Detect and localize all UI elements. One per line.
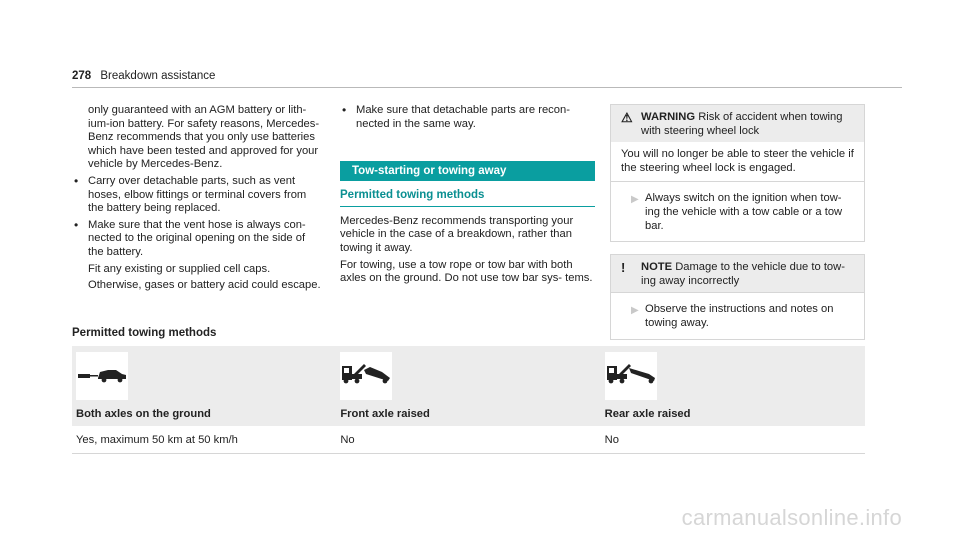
table-row — [72, 426, 865, 454]
bullet-carry-over-parts: • Carry over detachable parts, such as vent hoses, elbow fittings or terminal covers from the battery being replaced. — [72, 175, 322, 216]
page-number: 278 — [72, 70, 92, 82]
cell-front-axle-value: No — [336, 426, 600, 454]
note-box — [610, 254, 865, 339]
warning-header — [611, 105, 864, 142]
column-middle — [340, 104, 595, 289]
section-banner-towing: Tow-starting or towing away — [340, 161, 595, 181]
table-header-row — [72, 346, 865, 426]
header-front-axle-label: Front axle raised — [340, 408, 430, 420]
column-right — [610, 104, 865, 352]
tow-rope-text: For towing, use a tow rope or tow bar with both axles on the ground. Do not use tow bar sys- tems. — [340, 258, 593, 285]
column-left — [72, 104, 322, 296]
car-both-axles-icon — [76, 352, 128, 400]
warning-step — [611, 181, 864, 241]
step-arrow-icon: ▶ — [631, 194, 639, 206]
warning-step-text: Always switch on the ignition when tow- ing the vehicle with a tow cable or a tow bar. — [645, 192, 843, 232]
warning-title-wrap — [641, 111, 856, 138]
subheading-permitted-towing: Permitted towing methods — [340, 189, 595, 207]
transport-recommendation-text: Mercedes-Benz recommends transporting your vehicle in the case of a breakdown, rather than towing it away. — [340, 214, 574, 254]
battery-intro-text: only guaranteed with an AGM battery or lith- ium-ion battery. For safety reasons, Mercedes-Benz recommends that you only use batteries which have been tested and approved for your vehicle by Mercedes-Benz. — [88, 104, 320, 171]
note-title-wrap — [641, 261, 856, 288]
header-front-axle — [336, 346, 600, 426]
note-label: NOTE — [641, 261, 673, 274]
note-exclamation-icon: ! — [621, 260, 626, 276]
warning-label: WARNING — [641, 111, 696, 123]
note-step-text: Observe the instructions and notes on towing away. — [645, 303, 834, 329]
gases-warning-text: Otherwise, gases or battery acid could escape. — [88, 279, 321, 292]
header-divider — [72, 87, 902, 88]
detachable-bullet-list — [340, 104, 595, 131]
warning-body: You will no longer be able to steer the vehicle if the steering wheel lock is engaged. — [621, 148, 854, 174]
tow-truck-rear-raised-icon — [605, 352, 657, 400]
cell-rear-axle-value: No — [601, 426, 865, 454]
cell-both-axles-value: Yes, maximum 50 km at 50 km/h — [72, 426, 336, 454]
header-rear-axle — [601, 346, 865, 426]
bullet-reconnect-parts: • Make sure that detachable parts are recon- nected in the same way. — [340, 104, 595, 131]
note-header — [611, 255, 864, 292]
towing-methods-table — [72, 346, 865, 454]
header-both-axles — [72, 346, 336, 426]
warning-box — [610, 104, 865, 242]
cell-caps-text: Fit any existing or supplied cell caps. — [88, 262, 271, 275]
header-both-axles-label: Both axles on the ground — [76, 408, 211, 420]
page-header — [72, 70, 215, 84]
warning-triangle-icon: ⚠ — [621, 110, 633, 125]
watermark-text: carmanualsonline.info — [681, 505, 902, 531]
table-title: Permitted towing methods — [72, 327, 217, 339]
note-title: Damage to the vehicle due to tow- ing away incorrectly — [641, 261, 845, 287]
step-arrow-icon: ▶ — [631, 305, 639, 317]
header-rear-axle-label: Rear axle raised — [604, 408, 691, 420]
page-section-title: Breakdown assistance — [100, 70, 216, 82]
warning-title: Risk of accident when towing with steering wheel lock — [641, 111, 843, 137]
tow-truck-front-raised-icon — [340, 352, 392, 400]
note-step — [611, 292, 864, 338]
bullet-vent-hose: • Make sure that the vent hose is always con- nected to the original opening on the side of the battery. — [72, 219, 322, 260]
battery-bullet-list — [72, 175, 322, 260]
